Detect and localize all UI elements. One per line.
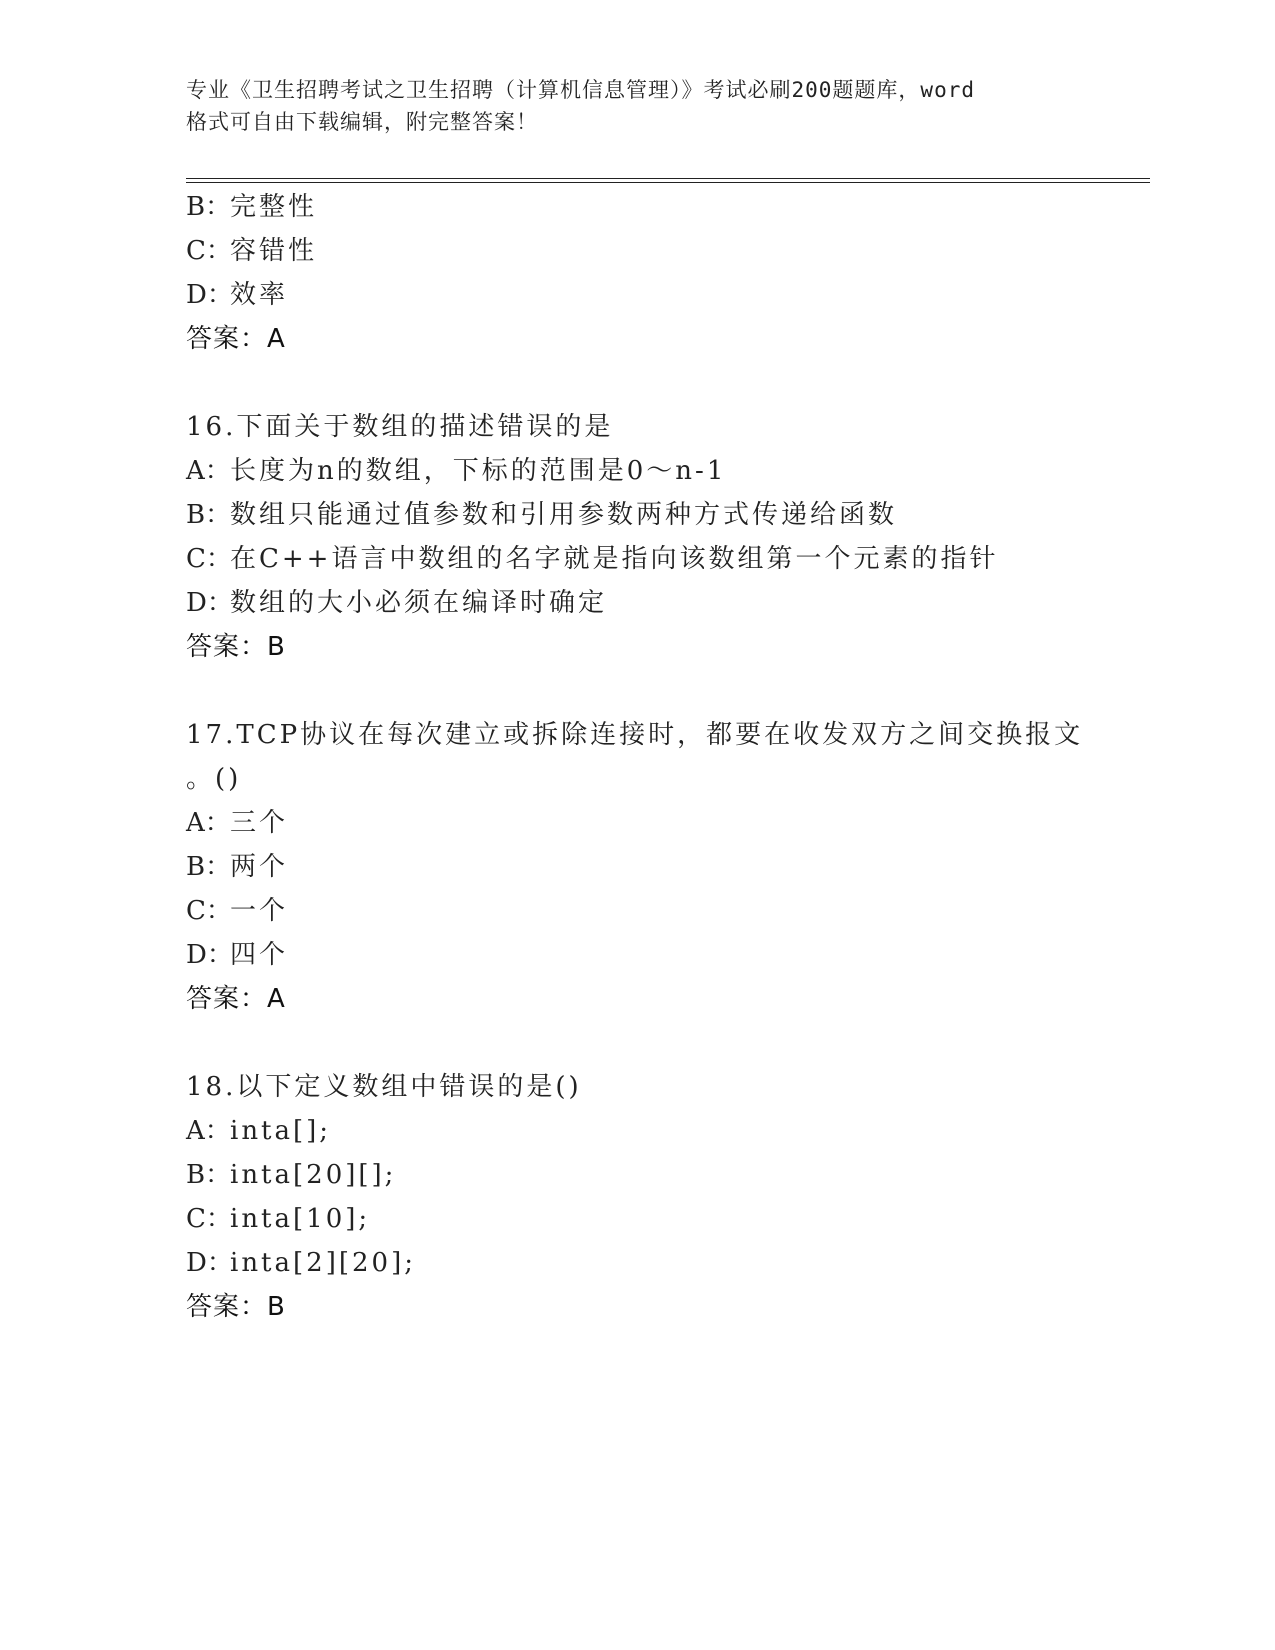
option-label: A： xyxy=(186,456,231,486)
q15-option-c xyxy=(186,234,317,268)
q17-option-d xyxy=(186,938,288,972)
q15-option-b xyxy=(186,190,317,224)
option-label: D： xyxy=(186,1248,233,1278)
q18-option-d xyxy=(186,1246,416,1280)
option-text: 一个 xyxy=(230,896,289,926)
option-label: B： xyxy=(186,852,232,882)
q18-option-c xyxy=(186,1202,370,1236)
option-label: D： xyxy=(186,588,233,618)
option-label: C： xyxy=(186,236,232,266)
q16-option-b xyxy=(186,498,897,532)
option-text: 容错性 xyxy=(230,236,318,266)
option-label: A： xyxy=(186,1116,231,1146)
option-text: inta[10]; xyxy=(230,1204,371,1234)
header-divider-top xyxy=(186,178,1150,179)
q17-option-b xyxy=(186,850,288,884)
q18-option-b xyxy=(186,1158,396,1192)
q16-option-d xyxy=(186,586,607,620)
option-text: inta[20][]; xyxy=(230,1160,397,1190)
option-label: D： xyxy=(186,280,233,310)
option-label: B： xyxy=(186,1160,232,1190)
option-text: inta[2][20]; xyxy=(230,1248,416,1278)
option-label: B： xyxy=(186,500,232,530)
option-text: 在C++语言中数组的名字就是指向该数组第一个元素的指针 xyxy=(230,544,999,574)
q16-option-a xyxy=(186,454,726,488)
option-text: inta[]; xyxy=(230,1116,332,1146)
option-label: C： xyxy=(186,896,232,926)
option-label: C： xyxy=(186,1204,232,1234)
q16-option-c xyxy=(186,542,998,576)
header-divider-bottom xyxy=(186,182,1150,183)
option-label: D： xyxy=(186,940,233,970)
q16-answer: 答案：B xyxy=(186,632,286,662)
q17-stem-line-2: 。() xyxy=(186,764,242,794)
q17-stem-line-1: 17.TCP协议在每次建立或拆除连接时，都要在收发双方之间交换报文 xyxy=(186,720,1084,750)
document-header xyxy=(186,74,1086,138)
option-label: B： xyxy=(186,192,232,222)
q18-answer: 答案：B xyxy=(186,1292,286,1322)
option-label: C： xyxy=(186,544,232,574)
option-text: 数组只能通过值参数和引用参数两种方式传递给函数 xyxy=(230,500,898,530)
q17-option-c xyxy=(186,894,288,928)
option-text: 四个 xyxy=(230,940,289,970)
q18-option-a xyxy=(186,1114,331,1148)
option-text: 完整性 xyxy=(230,192,318,222)
option-text: 长度为n的数组，下标的范围是0～n-1 xyxy=(230,456,727,486)
option-text: 效率 xyxy=(230,280,289,310)
option-text: 数组的大小必须在编译时确定 xyxy=(230,588,608,618)
q17-answer: 答案：A xyxy=(186,984,286,1014)
q16-stem: 16.下面关于数组的描述错误的是 xyxy=(186,412,614,442)
q18-stem: 18.以下定义数组中错误的是() xyxy=(186,1072,582,1102)
option-label: A： xyxy=(186,808,231,838)
q15-option-d xyxy=(186,278,288,312)
header-line-2: 格式可自由下载编辑，附完整答案！ xyxy=(186,110,538,134)
option-text: 两个 xyxy=(230,852,289,882)
option-text: 三个 xyxy=(230,808,289,838)
q17-option-a xyxy=(186,806,288,840)
q15-answer: 答案：A xyxy=(186,324,286,354)
header-line-1: 专业《卫生招聘考试之卫生招聘（计算机信息管理）》考试必刷200题题库，word xyxy=(186,78,975,102)
